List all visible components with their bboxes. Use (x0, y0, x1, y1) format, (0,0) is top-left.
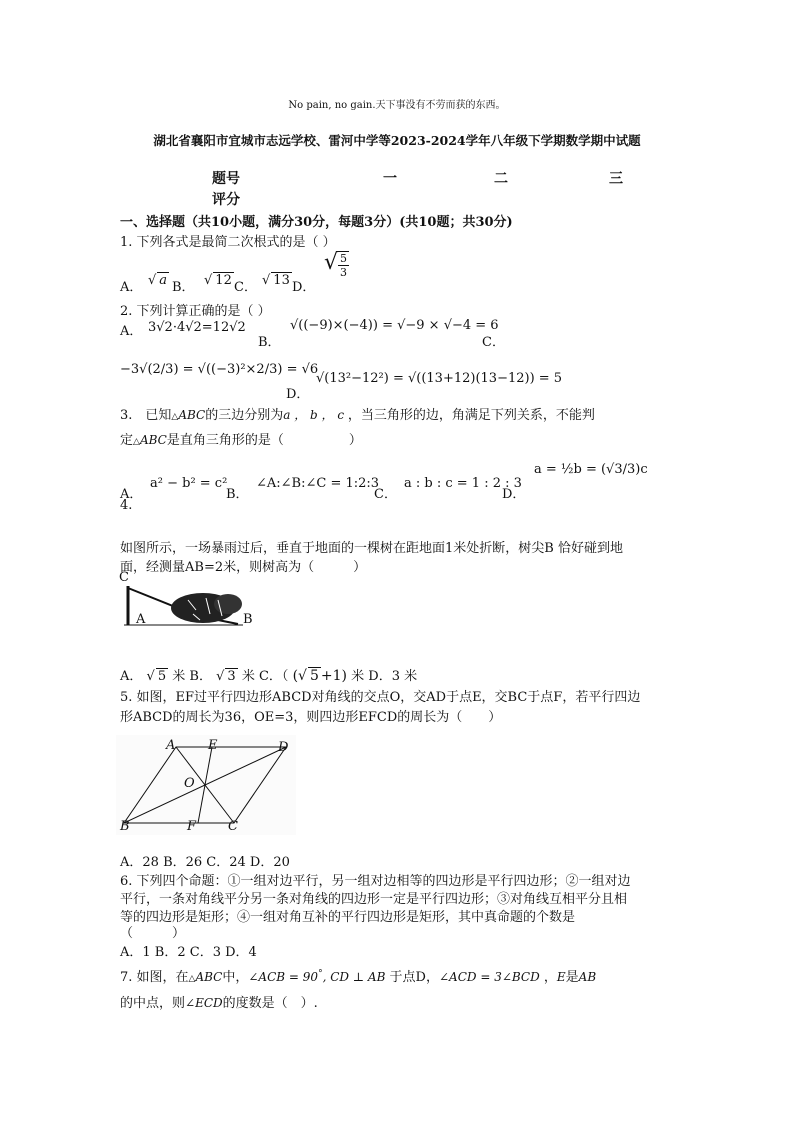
q3-stem-line1 (120, 404, 680, 423)
q7-segment-ab: AB (578, 970, 597, 984)
q4-option-b-label: B． (189, 669, 212, 684)
q7-stem-c: 于点D， (389, 970, 439, 985)
q4-unit-c: 米 (351, 669, 365, 684)
q4-label-b: B (243, 612, 253, 627)
q5-label-c: C (228, 819, 238, 834)
q6-line4: （ ） (120, 926, 186, 941)
q7-stem-a: 7. 如图，在 (120, 970, 189, 985)
q1-option-b-expr: √ 12 (204, 273, 232, 288)
q3-stem-c: ，当三角形的边，角满足下列关系，不能判 (347, 408, 595, 423)
q4-stem-line2: 面，经测量AB=2米，则树高为（ ） (120, 560, 367, 575)
q3-option-a-expr: a² − b² = c² (150, 476, 228, 491)
score-table-row1-label: 题号 (212, 171, 240, 187)
q4-stem-line1: 如图所示，一场暴雨过后，垂直于地面的一棵树在距地面1米处折断，树尖B 恰好碰到地 (120, 541, 623, 556)
q7-stem-line1 (120, 966, 680, 985)
q3-option-d-expr: a = ½b = (√3/3)c (534, 462, 648, 477)
q5-options: A．28 B．26 C．24 D．20 (120, 855, 290, 870)
q2-option-d-label: D． (286, 387, 310, 402)
q1-option-d-label: D． (292, 280, 316, 295)
q3-option-b-label: B． (226, 487, 249, 502)
q5-label-d: D (278, 740, 289, 755)
q3-stem-a: 3. 已知 (120, 408, 172, 423)
q1-option-a-label: A． (120, 280, 143, 295)
q7-triangle-abc: △ABC (188, 970, 223, 984)
q1-option-a-expr: √ a (148, 273, 168, 288)
motto: No pain, no gain.天下事没有不劳而获的东西。 (288, 100, 506, 111)
q1-option-c-label: C． (234, 280, 257, 295)
q2-stem: 2. 下列计算正确的是（ ） (120, 304, 271, 319)
q3-option-c-label: C． (374, 487, 397, 502)
q7-stem-g: 的度数是（ ）. (222, 996, 318, 1011)
q3-option-d-label: D． (502, 487, 526, 502)
q2-option-c-label: C． (482, 335, 505, 350)
q5-stem-line1: 5. 如图，EF过平行四边形ABCD对角线的交点O，交AD于点E，交BC于点F，若平行四边 (120, 690, 641, 705)
q4-option-a-label: A． (120, 669, 143, 684)
q7-stem-b: 中， (222, 970, 249, 985)
q4-option-c-label: C．（ (258, 669, 289, 684)
q4-unit-a: 米 (172, 669, 186, 684)
q4-option-b-expr: √ 3 (216, 669, 236, 684)
q4-label-c: C (119, 570, 129, 585)
q3-stem-e: 是直角三角形的是（ ） (166, 433, 362, 448)
q1-stem: 1. 下列各式是最简二次根式的是（ ） (120, 235, 336, 250)
q5-label-b: B (120, 819, 130, 834)
q3-stem-line2 (120, 429, 362, 448)
q5-stem-line2: 形ABCD的周长为36，OE=3，则四边形EFCD的周长为（ ） (120, 710, 502, 725)
score-table-col-1: 一 (383, 171, 397, 187)
q2-option-b-expr: √((−9)×(−4)) = √−9 × √−4 = 6 (290, 318, 499, 333)
q2-option-a-expr: 3√2·4√2=12√2 (148, 320, 246, 335)
score-table-col-3: 三 (609, 171, 623, 187)
q4-option-c-expr: (√ 5 +1) (292, 668, 347, 684)
q2-option-d-expr: √(13²−12²) = √((13+12)(13−12)) = 5 (316, 371, 563, 386)
q3-triangle-abc-1: △ABC (171, 408, 206, 422)
q1-option-b-label: B． (172, 280, 195, 295)
score-table-col-2: 二 (494, 171, 508, 187)
q7-stem-line2 (120, 992, 318, 1011)
score-table-row2-label: 评分 (212, 192, 240, 208)
q7-condition-2: ∠ACD = 3∠BCD (438, 970, 540, 984)
q2-option-a-label: A． (120, 324, 143, 339)
q7-angle-ecd: ∠ECD (185, 996, 223, 1010)
q5-label-f: F (187, 819, 197, 834)
q1-option-c-expr: √ 13 (262, 273, 290, 288)
q6-line2: 平行，一条对角线平分另一条对角线的四边形一定是平行四边形；③对角线互相平分且相 (120, 892, 628, 907)
q5-label-o: O (184, 776, 195, 791)
q2-option-c-expr: −3√(2/3) = √((−3)²×2/3) = √6 (120, 362, 319, 377)
q3-option-b-expr: ∠A:∠B:∠C = 1:2:3 (256, 476, 380, 491)
q7-stem-e: 是 (565, 970, 579, 985)
q4-option-d: D．3 米 (368, 669, 418, 684)
q4-number: 4. (120, 498, 133, 513)
q7-stem-d: ， (543, 970, 557, 985)
q3-sides: a ， b ， c (283, 408, 348, 422)
q1-option-d-expr: √ $\frac{5}{3}$ (324, 250, 348, 279)
q4-options (120, 665, 680, 684)
section-heading: 一、选择题（共10小题，满分30分，每题3分）(共10题；共30分) (120, 215, 513, 230)
q3-triangle-abc-2: △ABC (133, 433, 167, 447)
q6-line1: 6. 下列四个命题：①一组对边平行，另一组对边相等的四边形是平行四边形；②一组对边 (120, 874, 631, 889)
q6-options: A．1 B．2 C．3 D．4 (120, 945, 257, 960)
q3-option-a-label: A． (120, 487, 143, 502)
tree-crown-tip (214, 594, 242, 614)
q4-label-a: A (136, 612, 146, 627)
q7-stem-f: 的中点，则 (120, 996, 186, 1011)
q5-label-a: A (166, 738, 176, 753)
page-title: 湖北省襄阳市宜城市志远学校、雷河中学等2023-2024学年八年级下学期数学期中试题 (153, 133, 641, 148)
q3-stem-b: 的三边分别为 (205, 408, 284, 423)
q4-unit-b: 米 (241, 669, 255, 684)
q5-parallelogram-figure (116, 735, 296, 835)
q7-condition-1: ∠ACB = 90°, CD ⊥ AB (248, 969, 386, 984)
q4-option-a-expr: √ 5 (146, 669, 167, 684)
q2-option-b-label: B． (258, 335, 281, 350)
q3-option-c-expr: a : b : c = 1 : 2 : 3 (404, 476, 522, 491)
q7-point-e: E (556, 970, 566, 984)
q6-line3: 等的四边形是矩形；④一组对角互补的平行四边形是矩形，其中真命题的个数是 (120, 910, 576, 925)
q5-label-e: E (208, 738, 218, 753)
q3-stem-d: 定 (120, 433, 134, 448)
q1-options (120, 250, 680, 295)
